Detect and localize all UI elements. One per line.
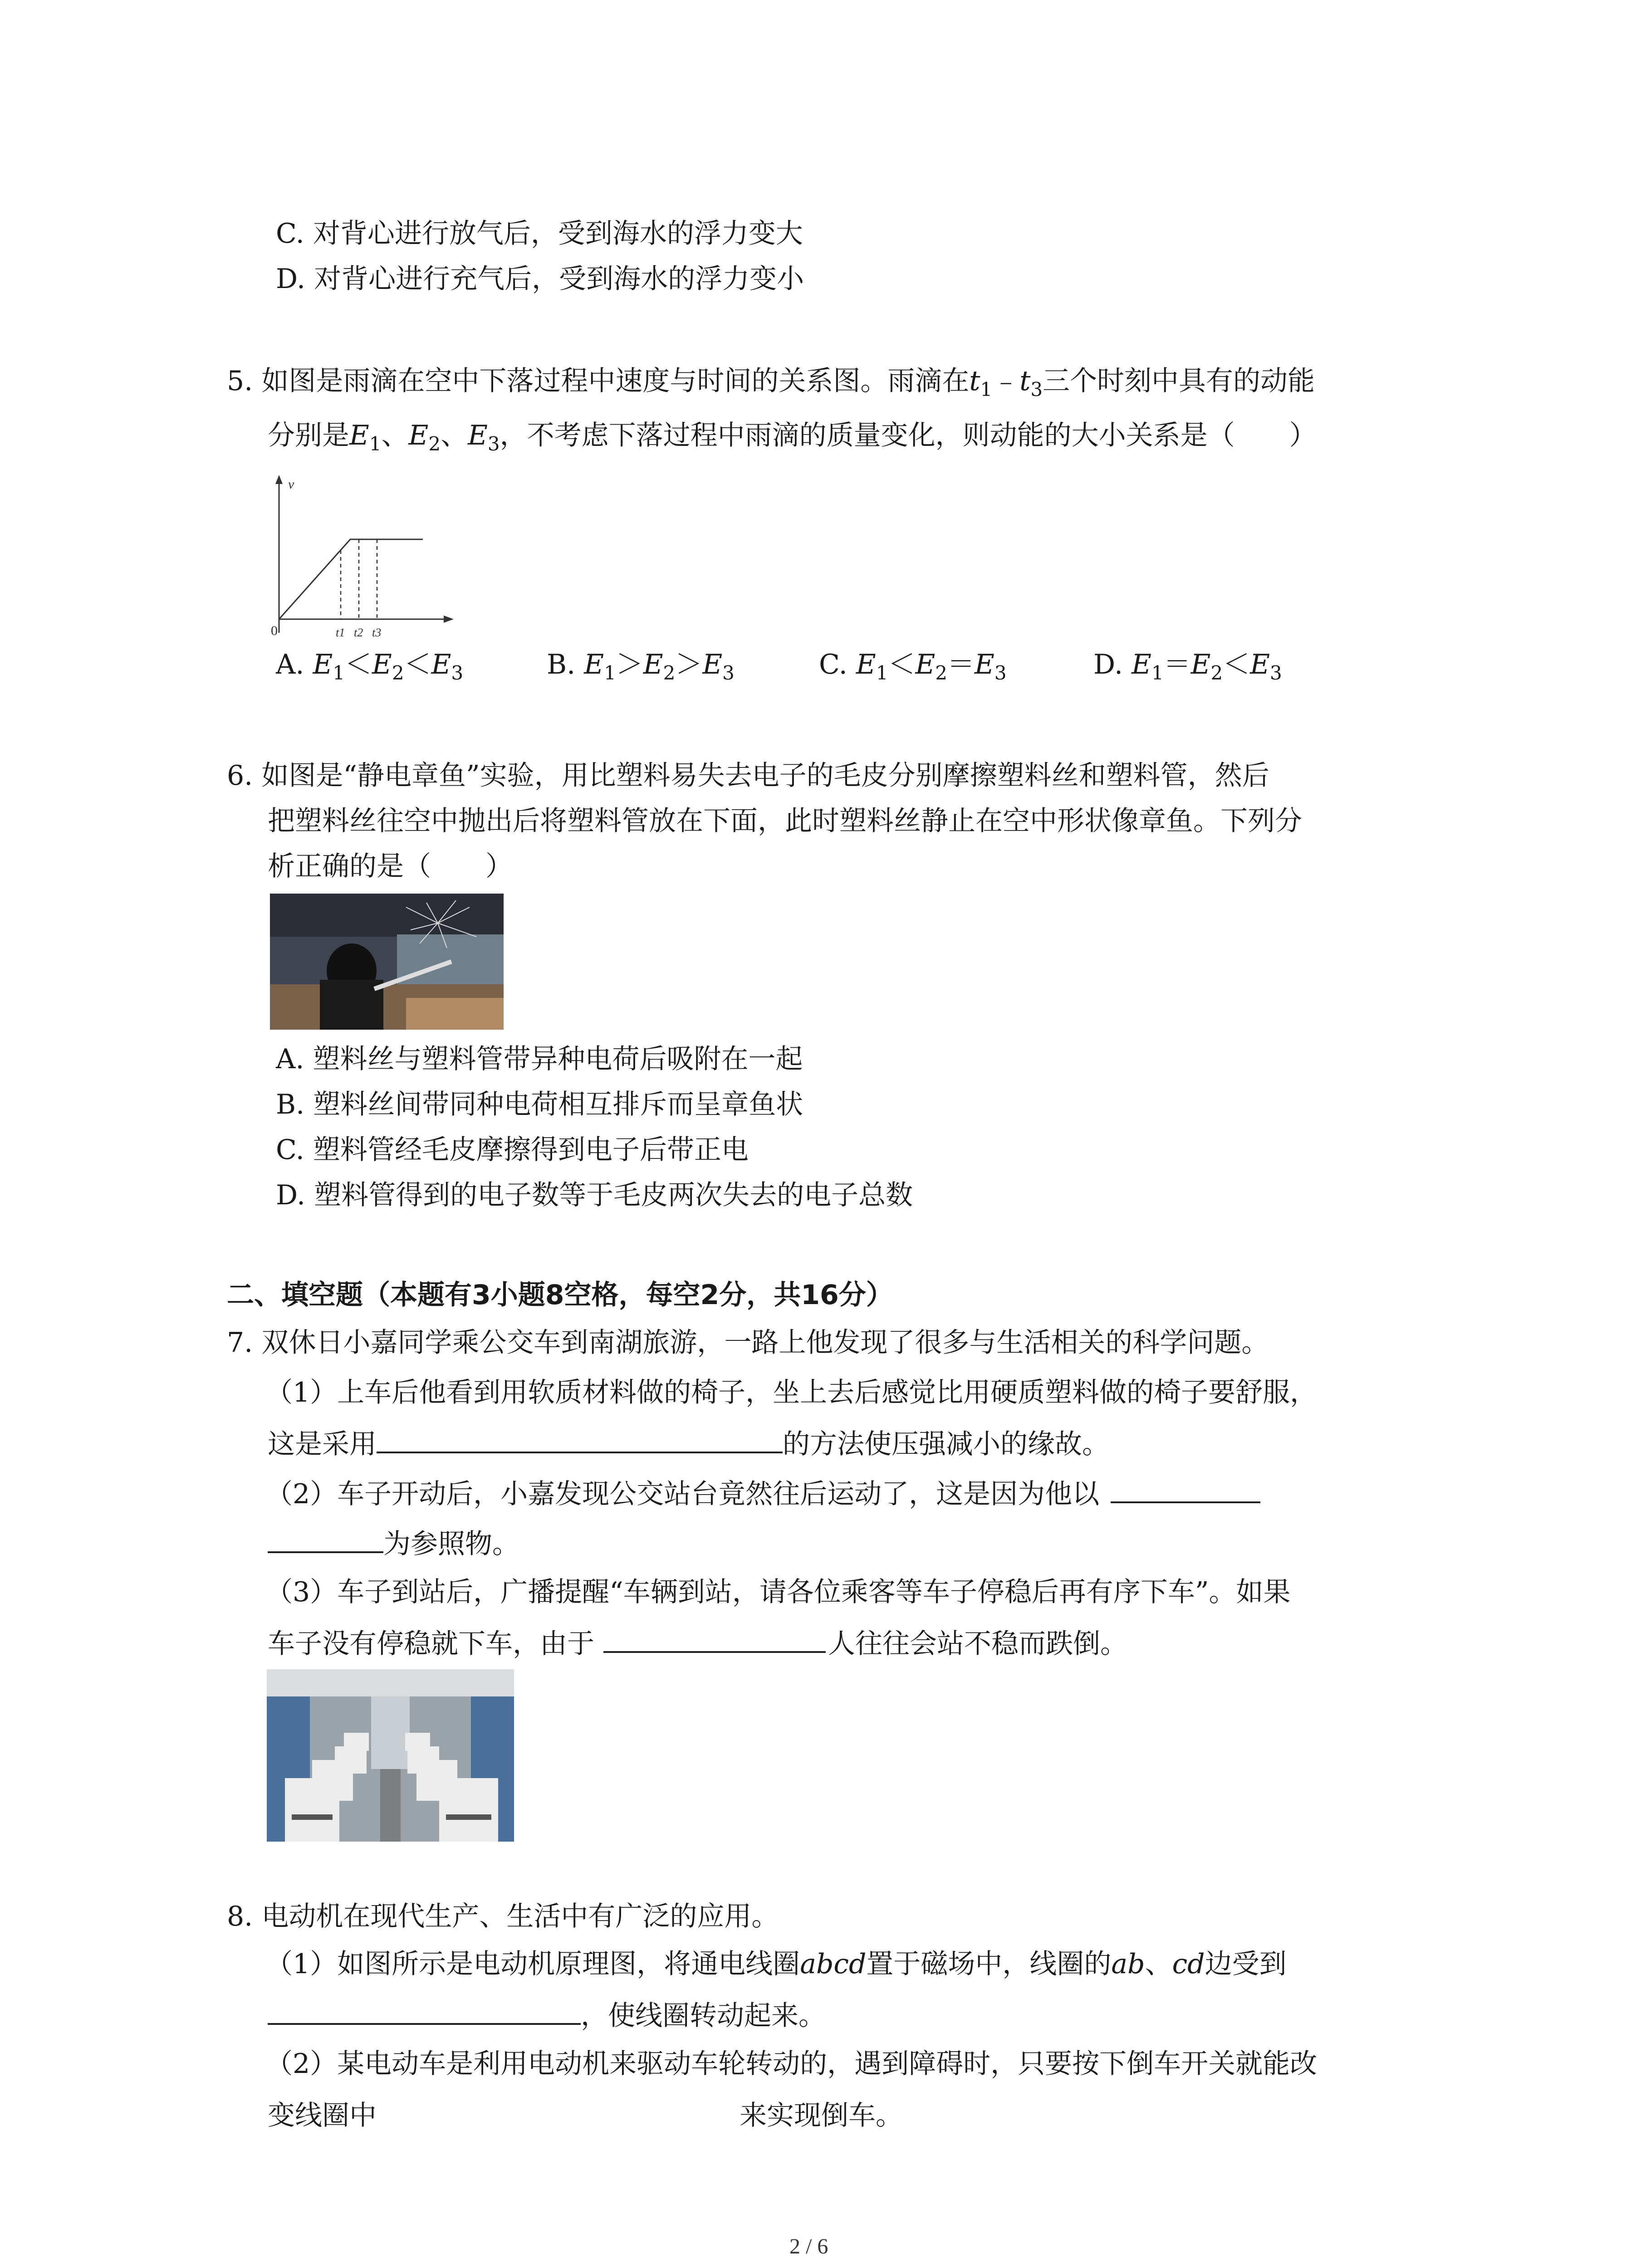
q8-stem: 8. 电动机在现代生产、生活中有广泛的应用。 [227, 1901, 779, 1932]
q7-blank-2b[interactable] [268, 1524, 383, 1553]
q8-part1-line1: （1）如图所示是电动机原理图，将通电线圈abcd置于磁场中，线圈的ab、cd边受到 [265, 1948, 1287, 1980]
q8-part2-line2: 变线圈中 来实现倒车。 [268, 2096, 903, 2134]
q8-blank-1[interactable] [268, 1996, 581, 2025]
graph-tick-t3: t3 [372, 626, 382, 639]
graph-origin-label: 0 [271, 623, 278, 638]
q5-option-b: B. $E_1>E_2>E_3$ [547, 649, 735, 684]
q7-blank-3[interactable] [603, 1624, 826, 1653]
q6-option-b: B. 塑料丝间带同种电荷相互排斥而呈章鱼状 [276, 1089, 803, 1120]
q7-part1-line1: （1）上车后他看到用软质材料做的椅子，坐上去后感觉比用硬质塑料做的椅子要舒服， [265, 1377, 1318, 1408]
q6-stem-line2: 把塑料丝往空中抛出后将塑料管放在下面，此时塑料丝静止在空中形状像章鱼。下列分 [268, 805, 1302, 837]
q8-part1-line2: ，使线圈转动起来。 [268, 1996, 826, 2034]
q4-option-c: C. 对背心进行放气后，受到海水的浮力变大 [276, 218, 803, 249]
q5-option-d: D. $E_1=E_2<E_3$ [1093, 649, 1282, 684]
q7-part2-line2: 为参照物。 [268, 1524, 519, 1562]
q4-option-d: D. 对背心进行充气后，受到海水的浮力变小 [276, 263, 804, 295]
q5-stem-line2: 分别是$E_1$、$E_2$、$E_3$，不考虑下落过程中雨滴的质量变化，则动能的大小关系是（ ） [268, 420, 1317, 455]
graph-tick-t1: t1 [336, 626, 345, 639]
q5-option-c: C. $E_1<E_2=E_3$ [819, 649, 1007, 684]
q7-part2-line1: （2）车子开动后，小嘉发现公交站台竟然往后运动了，这是因为他以 [265, 1474, 1260, 1512]
q5-stem-line1: 5. 如图是雨滴在空中下落过程中速度与时间的关系图。雨滴在$t_1﹣t_3$三个时刻中具有的动能 [227, 365, 1315, 401]
q7-part3-line2: 车子没有停稳就下车，由于 人往往会站不稳而跌倒。 [268, 1624, 1127, 1662]
static-octopus-photo [270, 894, 504, 1030]
velocity-time-graph [263, 474, 458, 642]
graph-v-label: v [288, 477, 294, 492]
q7-blank-1[interactable] [377, 1424, 783, 1453]
q7-part3-line1: （3）车子到站后，广播提醒“车辆到站，请各位乘客等车子停稳后再有序下车”。如果 [265, 1576, 1291, 1608]
q6-option-d: D. 塑料管得到的电子数等于毛皮两次失去的电子总数 [276, 1179, 913, 1211]
q6-option-a: A. 塑料丝与塑料管带异种电荷后吸附在一起 [276, 1043, 803, 1075]
graph-tick-t2: t2 [354, 626, 363, 639]
q6-option-c: C. 塑料管经毛皮摩擦得到电子后带正电 [276, 1134, 749, 1166]
page-number: 2 / 6 [789, 2234, 828, 2258]
bus-interior-photo [267, 1669, 514, 1842]
section-heading: 二、填空题（本题有3小题8空格，每空2分，共16分） [227, 1279, 893, 1311]
q5-option-a: A. $E_1<E_2<E_3$ [276, 649, 464, 684]
q6-stem-line3: 析正确的是（ ） [268, 850, 513, 882]
q8-part2-line1: （2）某电动车是利用电动机来驱动车轮转动的，遇到障碍时，只要按下倒车开关就能改 [265, 2048, 1318, 2080]
q7-stem: 7. 双休日小嘉同学乘公交车到南湖旅游，一路上他发现了很多与生活相关的科学问题。 [227, 1327, 1269, 1359]
q7-part1-line2: 这是采用 的方法使压强减小的缘故。 [268, 1424, 1109, 1462]
q6-stem-line1: 6. 如图是“静电章鱼”实验，用比塑料易失去电子的毛皮分别摩擦塑料丝和塑料管，然后 [227, 760, 1269, 792]
q8-blank-2[interactable] [377, 2096, 740, 2125]
q7-blank-2a[interactable] [1111, 1474, 1260, 1503]
